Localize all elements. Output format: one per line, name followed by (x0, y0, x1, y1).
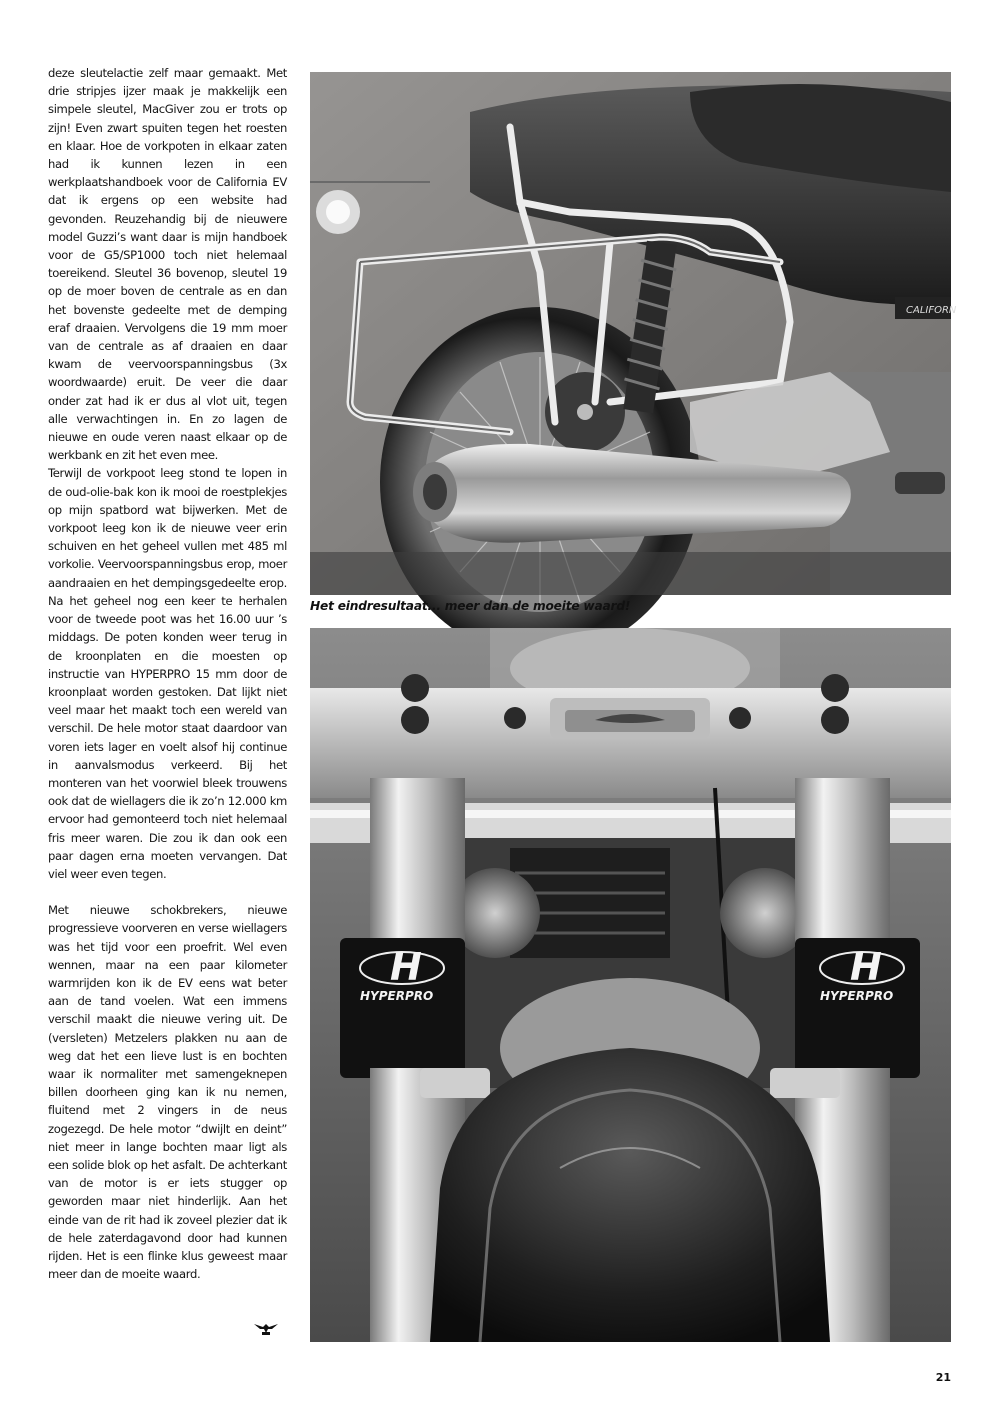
article-text (48, 64, 287, 1283)
hyperpro-text: HYPERPRO (820, 989, 894, 1003)
hyperpro-text: HYPERPRO (360, 989, 434, 1003)
article-paragraph: Met nieuwe schokbrekers, nieuwe progressieve voorveren en verse wiellagers was het tijd voor een proefrit. Wel even wennen, maar na een paar kilometer warmrijden kon ik de EV eens wat beter aan de tand voelen. Wat een immens verschil maakt die nieuwe vering uit. De (versleten) Metzelers plakken nu aan de weg dat het een lieve lust is en bochten waar ik normaliter met samengeknepen billen doorheen ging kan ik nu nemen, fluitend met 2 vingers in de neus zogezegd. De hele motor “dwijlt en deint” niet meer in lange bochten maar ligt als een solide blok op het asfalt. De achterkant van de motor is er iets stugger op geworden maar niet hinderlijk. Aan het einde van de rit had ik zoveel plezier dat ik de hele zaterdagavond door had kunnen rijden. Het is een flinke klus geweest maar meer dan de moeite waard. (48, 903, 287, 1282)
hyperpro-letter: H (850, 945, 882, 989)
page-number: 21 (935, 1371, 951, 1384)
hyperpro-letter: H (390, 945, 422, 989)
article-paragraph: deze sleutelactie zelf maar gemaakt. Met drie stripjes ijzer maak je makkelijk een simpele sleutel, MacGiver zou er trots op zijn! Even zwart spuiten tegen het roesten en klaar. Hoe de vorkpoten in elkaar zaten had ik kunnen lezen in een werkplaatshandboek voor de California EV dat ik ergens op een website had gevonden. Reuzehandig bij de nieuwere model Guzzi’s want daar is mijn handboek voor de G5/SP1000 toch niet helemaal toereikend. Sleutel 36 bovenop, sleutel 19 op de moer boven de centrale as en dan het bovenste gedeelte met de demping eraf draaien. Vervolgens die 19 mm moer van de centrale as af draaien en daar kwam de veervoorspanningsbus (3x woordwaarde) eruit. De veer die daar onder zat had ik er dus al vlot uit, tegen alle verwachtingen in. En zo lagen de nieuwe en oude veren naast elkaar op de werkbank en zit het even mee. (48, 66, 287, 463)
rear-motorcycle-photo (310, 72, 957, 595)
california-badge: CALIFORN (906, 305, 957, 316)
eagle-emblem-icon (253, 1320, 279, 1336)
photo-caption: Het eindresultaat... meer dan de moeite waard! (310, 599, 631, 613)
article-paragraph: Terwijl de vorkpoot leeg stond te lopen in de oud-olie-bak kon ik mooi de roestplekjes op mijn spatbord wat bijwerken. Met de vorkpoot leeg kon ik de nieuwe veer erin schuiven en het geheel vullen met 485 ml vorkolie. Veervoorspanningsbus erop, moer aandraaien en het dempingsgedeelte erop. Na het geheel nog een keer te herhalen voor de tweede poot was het 16.00 uur ’s middags. De poten konden weer terug in de kroonplaten en die moesten op instructie van HYPERPRO 15 mm door de kroonplaat worden gestoken. Dat lijkt niet veel maar het maakt toch een wereld van verschil. De hele motor staat daardoor van voren iets lager en voelt alsof hij continue in aanvalsmodus verkeerd. Bij het monteren van het voorwiel bleek trouwens ook dat de wiellagers die ik zo’n 12.000 km ervoor had gemonteerd toch niet helemaal fris meer waren. Die zou ik dan ook een paar dagen erna moeten vervangen. Dat viel weer even tegen. (48, 466, 287, 881)
front-fork-photo (310, 628, 951, 1342)
